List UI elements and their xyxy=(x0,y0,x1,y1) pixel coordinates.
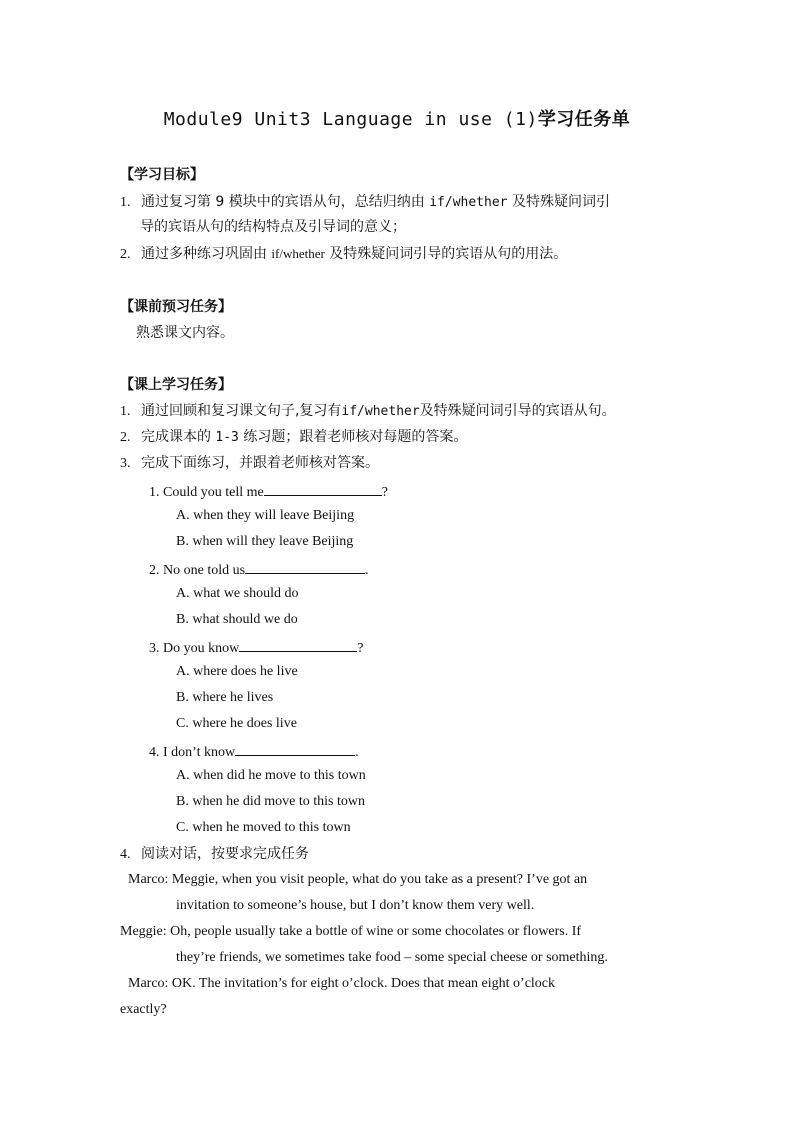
question-3-option-a: A. where does he live xyxy=(176,664,298,679)
task-1-code: if/whether xyxy=(341,404,420,419)
goal-1-continuation: 导的宾语从句的结构特点及引导词的意义； xyxy=(140,219,406,235)
goal-1-number: 1. xyxy=(120,195,131,210)
task-3-text: 完成下面练习，并跟着老师核对答案。 xyxy=(140,455,379,471)
question-2-option-b: B. what should we do xyxy=(176,612,298,627)
dialogue-header xyxy=(120,845,309,864)
dialogue-number: 4. xyxy=(120,847,131,862)
question-4-end: . xyxy=(355,745,359,760)
goal-item-2 xyxy=(120,245,567,264)
task-2-code: 1-3 xyxy=(215,430,239,445)
page-title xyxy=(0,105,794,131)
question-3-option-b: B. where he lives xyxy=(176,690,274,705)
question-1-option-a: A. when they will leave Beijing xyxy=(176,508,355,523)
question-4-option-c: C. when he moved to this town xyxy=(176,820,351,835)
goal-2-text-pre: 通过多种练习巩固由 xyxy=(140,246,272,262)
question-2-option-a: A. what we should do xyxy=(176,586,299,601)
task-2-text-post: 练习题；跟着老师核对每题的答案。 xyxy=(238,429,468,445)
question-2-end: . xyxy=(365,563,369,578)
dialogue-line-3: Meggie: Oh, people usually take a bottle of wine or some chocolates or flowers. If xyxy=(120,924,582,939)
class-tasks-header: 【课上学习任务】 xyxy=(120,377,232,393)
question-2-text: 2. No one told us xyxy=(149,563,246,578)
question-1-end: ? xyxy=(381,485,388,500)
task-3-number: 3. xyxy=(120,456,131,471)
task-1-number: 1. xyxy=(120,404,131,419)
exercise-question-4 xyxy=(149,741,359,762)
exercise-question-3 xyxy=(149,637,363,658)
class-task-3 xyxy=(120,454,379,473)
goal-2-text-post: 及特殊疑问词引导的宾语从句的用法。 xyxy=(324,246,568,262)
question-1-option-b: B. when will they leave Beijing xyxy=(176,534,354,549)
dialogue-line-5: Marco: OK. The invitation’s for eight o’clock. Does that mean eight o’clock xyxy=(128,976,556,991)
question-4-option-b: B. when he did move to this town xyxy=(176,794,365,809)
exercise-question-2 xyxy=(149,559,369,580)
goal-2-number: 2. xyxy=(120,247,131,262)
dialogue-line-4: they’re friends, we sometimes take food – some special cheese or something. xyxy=(176,950,608,965)
dialogue-instruction: 阅读对话，按要求完成任务 xyxy=(140,846,309,862)
goal-1-text-post: 及特殊疑问词引 xyxy=(507,194,610,210)
preview-header: 【课前预习任务】 xyxy=(120,299,232,315)
question-3-end: ? xyxy=(357,641,364,656)
answer-blank-3[interactable] xyxy=(239,637,357,652)
preview-text: 熟悉课文内容。 xyxy=(136,325,234,341)
answer-blank-2[interactable] xyxy=(245,559,365,574)
class-task-2 xyxy=(120,428,467,447)
goal-2-code: if/whether xyxy=(271,246,325,261)
answer-blank-1[interactable] xyxy=(264,481,382,496)
task-2-text-pre: 完成课本的 xyxy=(140,429,216,445)
dialogue-line-6: exactly? xyxy=(120,1002,167,1017)
question-4-text: 4. I don’t know xyxy=(149,745,236,760)
question-3-text: 3. Do you know xyxy=(149,641,240,656)
title-chinese: 学习任务单 xyxy=(537,109,631,130)
goal-1-text-pre: 通过复习第 9 模块中的宾语从句，总结归纳由 xyxy=(140,194,430,210)
question-1-text: 1. Could you tell me xyxy=(149,485,264,500)
goal-1-code: if/whether xyxy=(429,195,508,210)
question-4-option-a: A. when did he move to this town xyxy=(176,768,366,783)
question-3-option-c: C. where he does live xyxy=(176,716,297,731)
goal-item-1 xyxy=(120,193,610,212)
exercise-question-1 xyxy=(149,481,388,502)
goals-header: 【学习目标】 xyxy=(120,167,204,183)
task-1-text-post: 及特殊疑问词引导的宾语从句。 xyxy=(419,403,616,419)
answer-blank-4[interactable] xyxy=(235,741,355,756)
class-task-1 xyxy=(120,402,616,421)
task-1-text-pre: 通过回顾和复习课文句子,复习有 xyxy=(140,403,342,419)
title-english: Module9 Unit3 Language in use (1) xyxy=(163,109,538,130)
task-2-number: 2. xyxy=(120,430,131,445)
dialogue-line-2: invitation to someone’s house, but I don’t know them very well. xyxy=(176,898,535,913)
dialogue-line-1: Marco: Meggie, when you visit people, what do you take as a present? I’ve got an xyxy=(128,872,588,887)
